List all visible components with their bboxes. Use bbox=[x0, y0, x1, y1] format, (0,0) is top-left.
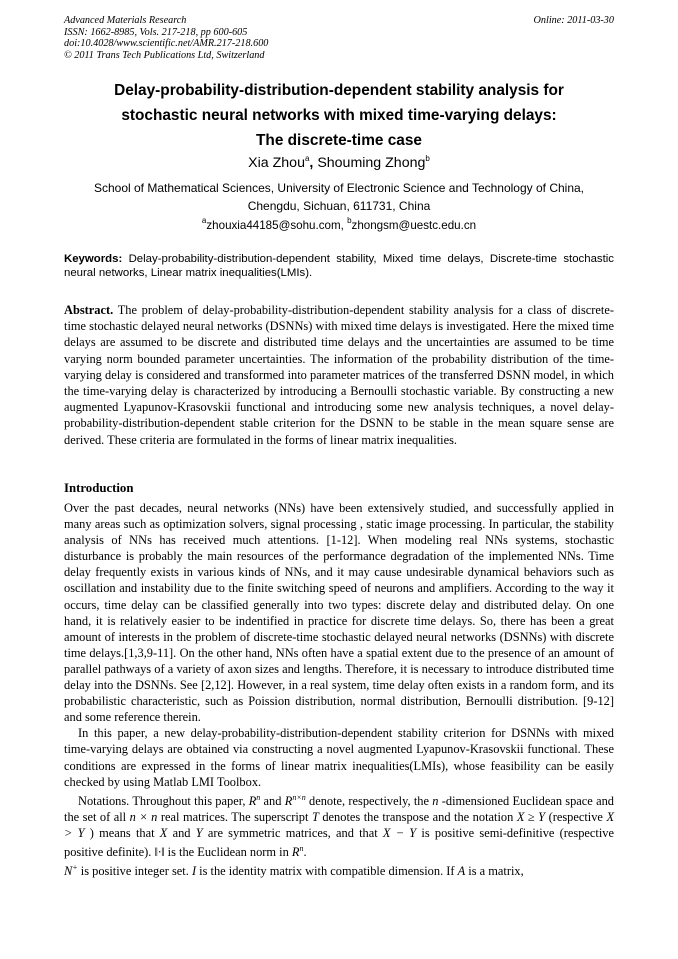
email-2: zhongsm@uestc.edu.cn bbox=[351, 219, 477, 232]
keywords-text: Delay-probability-distribution-dependent stability, Mixed time delays, Discrete-time stochastic neural networks, Linear matrix inequalities(LMIs). bbox=[64, 253, 614, 279]
math-Y: Y bbox=[195, 826, 203, 840]
author-list bbox=[60, 154, 618, 172]
math-X-ge-Y: X ≥ Y bbox=[516, 809, 546, 824]
math-R: R bbox=[248, 793, 257, 808]
notations-text: real matrices. The superscript bbox=[157, 809, 312, 824]
keywords-label: Keywords: bbox=[64, 253, 123, 265]
intro-paragraph-2: In this paper, a new delay-probability-distribution-dependent stability criterion for DSNNs with mixed time-varying delays are obtained via constructing a novel augmented Lyapunov-Krasovskii functional. These conditions are expressed in the forms of linear matrix inequalities(LMIs), whose feasibility can be easily checked by using Matlab LMI Toolbox. bbox=[64, 726, 614, 789]
notations-text: is positive integer set. bbox=[77, 864, 192, 879]
running-header bbox=[64, 15, 614, 61]
notations-text: is the Euclidean norm in bbox=[164, 845, 292, 860]
copyright-line: © 2011 Trans Tech Publications Ltd, Switzerland bbox=[64, 49, 265, 61]
notations-text: and bbox=[260, 793, 285, 808]
email-mark-b: b bbox=[347, 216, 352, 225]
affiliation-line-1: School of Mathematical Sciences, University of Electronic Science and Technology of China, bbox=[93, 181, 585, 195]
math-I: I bbox=[191, 864, 197, 879]
notations-paragraph bbox=[64, 790, 614, 861]
abstract-label: Abstract. bbox=[64, 303, 114, 317]
notations-text: . bbox=[303, 845, 307, 860]
math-sup: n×n bbox=[292, 792, 306, 802]
math-n-by-n: n × n bbox=[129, 809, 158, 824]
journal-name: Advanced Materials Research bbox=[64, 15, 187, 26]
paper-title bbox=[60, 78, 618, 153]
notations-text: (respective bbox=[545, 809, 607, 824]
notations-text: and bbox=[167, 826, 196, 840]
author-emails bbox=[60, 216, 618, 233]
section-heading-introduction: Introduction bbox=[64, 481, 134, 495]
author-2-affil-mark: b bbox=[425, 154, 430, 163]
notations-text: are symmetric matrices, and that bbox=[202, 826, 383, 840]
notations-text: ) means that bbox=[84, 826, 160, 840]
math-N: N bbox=[64, 864, 73, 879]
math-sup: + bbox=[72, 863, 78, 873]
math-norm: ‖·‖ bbox=[154, 845, 165, 860]
author-1-affil-mark: a bbox=[304, 154, 310, 163]
abstract-text: The problem of delay-probability-distribution-dependent stability analysis for a class of discrete-time stochastic delayed neural networks (DSNNs) with mixed time delays is investigated. Here the mixed time delays are assumed to be discrete and distributed time delays and the uncertainties are assumed to be time varying norm bounded parameter uncertainties. The information of the probability distribution of the time-varying delay is considered and transformed into parameter matrices of the transferred DSNN model, in which the time-varying delay is characterized by introducing a Bernoulli stochastic variable. By constructing a new augmented Lyapunov-Krasovskii functional and introducing some new analysis techniques, a novel delay-probability-distribution-dependent stable criterion for the DSNN to be stable in the mean square sense are derived. These criteria are formulated in the forms of linear matrix inequalities. bbox=[64, 303, 614, 447]
math-X: X bbox=[159, 826, 168, 840]
issn-line: ISSN: 1662-8985, Vols. 217-218, pp 600-605 bbox=[64, 26, 248, 38]
doi-line: doi:10.4028/www.scientific.net/AMR.217-218.600 bbox=[64, 38, 269, 50]
notations-text: is a matrix, bbox=[465, 864, 524, 879]
affiliation-line-2: Chengdu, Sichuan, 611731, China bbox=[247, 198, 431, 213]
math-X-minus-Y: X − Y bbox=[382, 826, 417, 840]
online-date: Online: 2011-03-30 bbox=[533, 15, 614, 26]
title-line-2: stochastic neural networks with mixed time-varying delays: bbox=[121, 107, 557, 124]
math-sup: n bbox=[299, 844, 304, 854]
notations-text: is the identity matrix with compatible dimension. If bbox=[196, 864, 458, 879]
math-R: R bbox=[291, 845, 300, 860]
notations-text: Notations. Throughout this paper, bbox=[78, 793, 249, 808]
notations-text: denote, respectively, the bbox=[305, 793, 433, 808]
notations-continued bbox=[64, 860, 614, 879]
email-mark-a: a bbox=[201, 216, 207, 225]
math-sup: n bbox=[256, 792, 261, 802]
math-A: A bbox=[457, 864, 466, 879]
keywords bbox=[64, 253, 614, 280]
author-separator: , bbox=[309, 155, 318, 171]
math-R: R bbox=[284, 793, 293, 808]
notations-text: -dimensioned Euclidean space and the set of all bbox=[64, 793, 614, 824]
abstract bbox=[64, 302, 614, 448]
introduction-body bbox=[64, 500, 614, 880]
author-1: Xia Zhou bbox=[248, 155, 305, 171]
email-1: zhouxia44185@sohu.com, bbox=[206, 219, 348, 232]
notations-text: denotes the transpose and the notation bbox=[318, 809, 517, 824]
notations-text: is positive semi-definitive (respective positive definite). bbox=[64, 826, 614, 860]
affiliation bbox=[60, 180, 618, 215]
math-n: n bbox=[432, 793, 439, 808]
title-line-3: The discrete-time case bbox=[256, 132, 422, 149]
intro-paragraph-1: Over the past decades, neural networks (NNs) have been extensively studied, and successfully applied in many areas such as optimization solvers, signal processing , static image processing. In particular, the stability analysis of NNs has received much attentions. [1-12]. When modeling real NNs systems, stochastic disturbance is probably the main resources of the performance degradation of the implemented NNs. Time delay frequently exists in various kinds of NNs, and it may cause undesirable dynamical behaviors such as oscillation and instability due to the finite switching speed of neurons and amplifiers. According to the way it occurs, time delay can be classified generally into two types: discrete delay and distributed delay. On one hand, it is relatively easier to be indentified in practice for discrete time delays. So, there has been a great amount of interests in the problem of discrete-time stochastic delayed neural networks (DSNNs) with discrete time delays.[1,3,9-11]. On the other hand, NNs often have a spatial extent due to the presence of an amount of parallel pathways of a variety of axon sizes and lengths. Therefore, it is necessary to introduce distributed time delay into the DSNNs. See [2,12]. However, in a real system, time delay often exists in a random form, and its probabilistic characteristic, such as Poission distribution, normal distribution, Bernoulli distribution. [9-12] and some reference therein. bbox=[64, 501, 614, 725]
math-X-gt-Y: X > Y bbox=[64, 809, 615, 840]
title-line-1: Delay-probability-distribution-dependent stability analysis for bbox=[114, 82, 564, 99]
author-2: Shouming Zhong bbox=[317, 155, 426, 171]
math-T: T bbox=[311, 809, 319, 824]
